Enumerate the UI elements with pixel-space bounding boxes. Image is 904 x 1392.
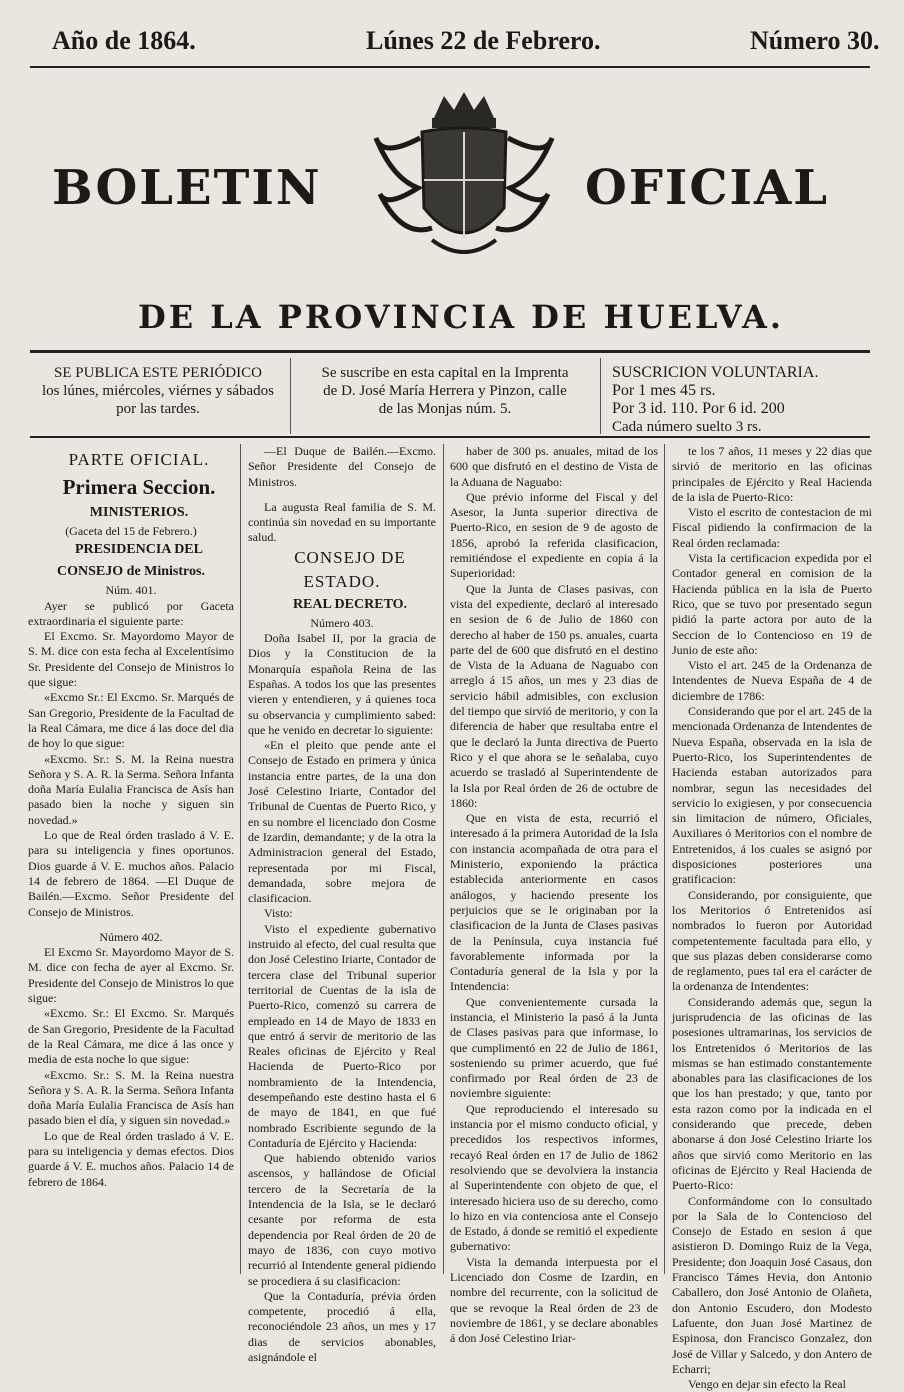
paragraph: Doña Isabel II, por la gracia de Dios y la Constitucion de la Monarquía española Reina de las Españas. A todos los que las presentes vieren y entendieren, y á quienes toca su observancia y cumplimiento sabed: que he venido en decretar lo siguiente:: [248, 631, 436, 737]
subscribe-line: de D. José María Herrera y Pinzon, calle: [323, 383, 567, 399]
schedule-line: SE PUBLICA ESTE PERIÓDICO: [54, 365, 262, 381]
paragraph: Que reproduciendo el interesado su instancia por el mismo conducto oficial, y precedidos los respectivos informes, recayó Real órden en 17 de Julio de 1862 resolviendo que se devolviera la instancia al Superintendente con objeto de que, el interesado hiciera uso de su derecho, como lo hizo en via contenciosa ante el Consejo de Estado, á donde se remitió el expediente gubernativo:: [450, 1101, 658, 1254]
paragraph: Que convenientemente cursada la instancia, el Ministerio la pasó á la Junta de Clases pasivas para que informase, lo que cumplimentó en 22 de Julio de 1861, sosteniendo su primer acuerdo, que fué confirmado por Real órden de 23 de noviembre siguiente:: [450, 994, 658, 1101]
pub-divider: [600, 358, 601, 434]
paragraph: Que la Junta de Clases pasivas, con vista del expediente, declaró al interesado en sesion de 6 de Julio de 1860 con derecho al haber de 150 ps. anuales, cuarta parte del de 600 que disfrutó en el destino de Vista de la Aduana de Naguabo con arreglo á 15 años, un mes y 23 dias de servicio hábil admisibles, con exclusion del tiempo que sirvió de meritorio, y con la diferencia de haber que resultaba entre el que le declaró la Junta directiva de Puerto Rico y el que ahora se le señalaba, cuyo acuerdo se trasladó al Superintendente de la Isla por Real órden de 26 de octubre de 1860:: [450, 581, 658, 810]
paragraph: El Excmo Sr. Mayordomo Mayor de S. M. dice con fecha de ayer al Excmo. Sr. Presidente del Consejo de Ministros lo que sigue:: [28, 945, 234, 1006]
paragraph: Que en vista de esta, recurrió el interesado á la primera Autoridad de la Isla con instancia acompañada de otra para el Ministerio, exponiendo la práctica establecida anteriormente en casos análogos, y haciendo presente los perjuicios que se le originaban por la clasificacion de la Junta de Clases pasivas de la Península, cuya instancia fué favorablemente informada por la Contaduría general de la Isla y por la Intendencia:: [450, 811, 658, 994]
header-line: [0, 26, 904, 66]
paragraph: «Excmo. Sr.: S. M. la Reina nuestra Señora y S. A. R. la Serma. Señora Infanta doña María Eulalia Francisca de Asís han pasado bien el día, y siguen sin novedad.»: [28, 1067, 234, 1128]
paragraph: «Excmo Sr.: El Excmo. Sr. Marqués de San Gregorio, Presidente de la Facultad de la Real Cámara, me dice á las doce del dia de hoy lo que sigue:: [28, 690, 234, 751]
paragraph: La augusta Real familia de S. M. continúa sin novedad en su importante salud.: [248, 499, 436, 545]
subscribe-line: de las Monjas núm. 5.: [378, 401, 512, 417]
price-line: Cada número suelto 3 rs.: [612, 419, 762, 435]
subscription-place: [300, 364, 590, 418]
pub-divider: [290, 358, 291, 434]
parte-oficial-heading: PARTE OFICIAL.: [68, 450, 210, 469]
date-label: Lúnes 22 de Febrero.: [366, 26, 601, 55]
paragraph: Que la Contaduría, prévia órden competente, procedió á ella, reconociéndole 23 años, un mes y 17 dias de servicios abonables, asignándole el: [248, 1288, 436, 1365]
ministerios-heading: MINISTERIOS.: [89, 505, 189, 520]
paragraph: Visto el escrito de contestacion de mi Fiscal pidiendo la confirmacion de la Real órden reclamada:: [672, 505, 872, 550]
publication-schedule: [38, 364, 278, 418]
paragraph: Ayer se publicó por Gaceta extraordinaria el siguiente parte:: [28, 598, 234, 628]
presidencia-heading: PRESIDENCIA DEL CONSEJO de Ministros.: [57, 542, 205, 580]
paragraph: Que habiendo obtenido varios ascensos, y hallándose de Oficial tercero de la Secretaría de la Intendencia de la Isla, se le declaró cesante por reforma de esta dependencia por Real órden de 20 de mayo de 1836, con cuyo motivo recurrió al Intendente general pidiendo se procediera á su clasificacion:: [248, 1151, 436, 1288]
real-decreto-heading: REAL DECRETO.: [292, 596, 408, 612]
column-3: [450, 444, 658, 1346]
subscribe-line: Se suscribe en esta capital en la Imprenta: [321, 365, 569, 381]
paragraph: Vista la demanda interpuesta por el Licenciado don Cosme de Izardin, en nombre del recurrente, con la solicitud de que se revoque la Real órden de 23 de noviembre de 1861, y se declare abonables á don José Celestino Iriar-: [450, 1254, 658, 1346]
paragraph: Visto:: [264, 906, 293, 921]
paragraph: Considerando además que, segun la jurisprudencia de las oficinas de las posesiones ultramarinas, los servicios de los Entretenidos ó Meritorios de las mismas se han estimado constantemente abonables para las clasificaciones de los que los han prestado; y que, tanto por esta razon como por la indicada en el considerando que precede, deben abonarse á don José Celestino Iriarte los años que sirvió como Meritorio en las oficinas de Ejército y Real Hacienda de Puerto-Rico:: [672, 994, 872, 1193]
price-line: Por 1 mes 45 rs.: [612, 382, 716, 399]
paragraph: «Excmo. Sr.: S. M. la Reina nuestra Señora y S. A. R. la Serma. Señora Infanta doña María Eulalia Francisca de Asís han pasado bien la noche y siguen sin novedad.»: [28, 751, 234, 827]
column-2: [248, 444, 436, 1365]
column-divider: [664, 444, 665, 1274]
masthead-title-right: OFICIAL: [585, 160, 829, 216]
gaceta-note: (Gaceta del 15 de Febrero.): [65, 524, 197, 538]
paragraph: Considerando, por consiguiente, que los Meritorios ó Entretenidos así nombrados lo fueron por Autoridad competentemente facultada para ello, y que sus plazas deben considerarse como de reglamento, pues tal era el carácter de la ordenanza de Intendentes:: [672, 887, 872, 994]
paragraph: haber de 300 ps. anuales, mitad de los 600 que disfrutó en el destino de Vista de la Aduana de Naguabo:: [450, 444, 658, 489]
masthead-rule: [30, 350, 870, 353]
paragraph: te los 7 años, 11 meses y 22 dias que sirvió de meritorio en las oficinas principales de Ejército y Real Hacienda de la isla de Puerto-Rico:: [672, 444, 872, 504]
price-line: Por 3 id. 110. Por 6 id. 200: [612, 400, 785, 417]
issue-number: Número 30.: [750, 26, 880, 55]
paragraph: Vista la certificacion expedida por el Contador general en comision de la Hacienda pública en la isla de Puerto Rico, que se tuvo por presentado segun pidió la parte actora por auto de la Seccion de lo Contencioso en 19 de Junio de este año:: [672, 551, 872, 657]
column-1: [28, 444, 234, 1274]
paragraph: Considerando que por el art. 245 de la mencionada Ordenanza de Intendentes de Nueva España, observada en la isla de Puerto-Rico, los Superintendentes de Hacienda estaban autorizados para nombrar, segun las necesidades del servicio lo exigiesen, y por consecuencia sin limitacion de número, Oficiales, Auxiliares ó Meritorios con el nombre de Entretenidos, á los cuales se asignó por disposiciones posteriores una gratificacion:: [672, 704, 872, 887]
number-heading: Número 402.: [99, 929, 163, 944]
paragraph: «En el pleito que pende ante el Consejo de Estado en primera y única instancia entre partes, de la una don José Celestino Iriarte, Contador del Tribunal de Cuentas de Puerto Rico, y en su nombre el licenciado don Cosme de Izardin, demandante; y de la otra la Administracion general del Estado, representada por mi Fiscal, demandada, sobre mejora de clasificacion.: [248, 738, 436, 906]
masthead-title-left: BOLETIN: [52, 160, 322, 216]
primera-seccion-heading: Primera Seccion.: [62, 475, 216, 499]
paragraph: Conformándome con lo consultado por la Sala de lo Contencioso del Consejo de Estado en sesion á que asistieron D. Domingo Ruiz de la Vega, Presidente; don Joaquin José Casaus, don Francisco Támes Hevia, don Antonio Caballero, don José Antonio de Olañeta, don Antonio Escudero, don Modesto Lafuente, don Juan José Martinez de Espinosa, don Francisco Gonzalez, don José de Villar y Salcedo, y don Antero de Echarri;: [672, 1193, 872, 1376]
paragraph: «Excmo. Sr.: El Excmo. Sr. Marqués de San Gregorio, Presidente de la Facultad de la Real Cámara, me dice á las once y media de esta noche lo que sigue:: [28, 1006, 234, 1067]
header-rule: [30, 66, 870, 68]
consejo-heading: CONSEJO DE ESTADO.: [294, 547, 406, 591]
column-divider: [240, 444, 241, 1274]
suscricion-title: SUSCRICION VOLUNTARIA.: [612, 364, 819, 381]
subscription-prices: [612, 364, 862, 436]
body-rule: [30, 436, 870, 438]
column-divider: [443, 444, 444, 1274]
year-label: Año de 1864.: [52, 26, 196, 55]
column-4: [672, 444, 872, 1392]
paragraph: El Excmo. Sr. Mayordomo Mayor de S. M. dice con esta fecha al Excelentísimo Sr. Presidente del Consejo de Ministros lo que sigue:: [28, 629, 234, 690]
paragraph: Lo que de Real órden traslado á V. E. para su inteligencia y demas efectos. Dios guarde á V. E. muchos años. Palacio 14 de febrero de 1864.: [28, 1128, 234, 1189]
number-heading: Núm. 401.: [105, 583, 157, 598]
schedule-line: por las tardes.: [116, 401, 200, 417]
paragraph: Que prévio informe del Fiscal y del Asesor, la Junta superior directiva de Puerto-Rico, en sesion de 9 de agosto de 1856, aprobó la referida clasificacion, remitiéndose el expediente en copia á la Superioridad:: [450, 489, 658, 581]
royal-crest-icon: [372, 88, 556, 266]
masthead-subtitle-text: DE LA PROVINCIA DE HUELVA.: [138, 298, 784, 336]
paragraph: Visto el expediente gubernativo instruido al efecto, del cual resulta que don José Celestino Iriarte, Contador de tercera clase del Tribunal superior territorial de Cuentas de la isla de Puerto-Rico, comenzó su carrera de empleado en 14 de Mayo de 1833 en que entró á servir de meritorio de las Reales oficinas de Ejército y Real Hacienda de Puerto-Rico por nombramiento de la Intendencia, desempeñando este destino hasta el 6 de mayo de 1841, en que fué nombrado Escribiente segundo de la Contaduría de Ejército y Hacienda:: [248, 921, 436, 1150]
paragraph: Lo que de Real órden traslado á V. E. para su inteligencia y fines oportunos. Dios guarde á V. E. muchos años. Palacio 14 de febrero de 1864. —El Duque de Bailén.—Excmo. Señor Presidente del Consejo de Ministros.: [28, 828, 234, 919]
schedule-line: los lúnes, miércoles, viérnes y sábados: [41, 383, 275, 399]
paragraph: Visto el art. 245 de la Ordenanza de Intendentes de Nueva España de 4 de diciembre de 1786:: [672, 658, 872, 703]
paragraph: —El Duque de Bailén.—Excmo. Señor Presidente del Consejo de Ministros.: [248, 444, 436, 489]
paragraph: Vengo en dejar sin efecto la Real: [688, 1377, 846, 1392]
number-heading: Número 403.: [310, 615, 374, 630]
